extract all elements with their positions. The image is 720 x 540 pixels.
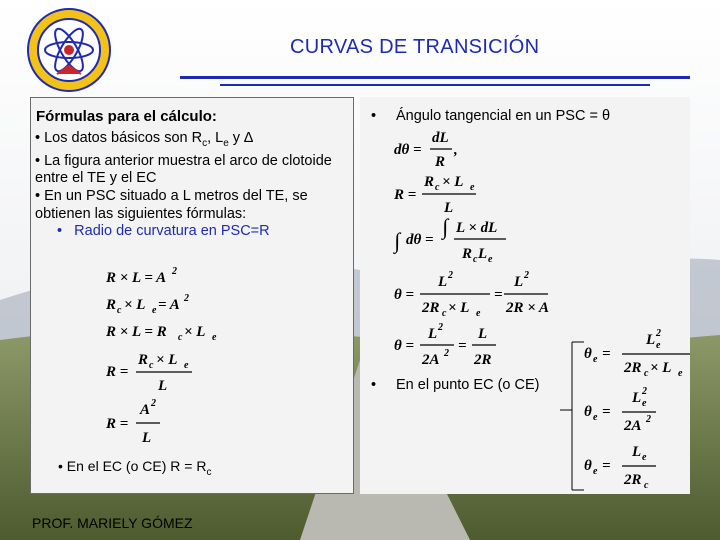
title-rule-secondary: [220, 84, 650, 86]
svg-text:∫: ∫: [394, 228, 401, 253]
svg-text:e: e: [593, 354, 598, 365]
left-panel-text: [35, 130, 353, 241]
ec-bullet: •: [371, 377, 377, 393]
svg-text:L: L: [142, 430, 152, 446]
svg-text:e: e: [476, 308, 481, 319]
svg-text:× L: × L: [442, 174, 464, 190]
svg-text:e: e: [656, 340, 661, 351]
svg-text:2: 2: [184, 293, 189, 304]
svg-text:R: R: [138, 352, 149, 368]
page-title: CURVAS DE TRANSICIÓN: [290, 36, 540, 58]
svg-text:2A: 2A: [422, 352, 440, 368]
radius-line: • Radio de curvatura en PSC=R: [57, 223, 270, 240]
svg-text:R =: R =: [106, 364, 129, 380]
title-rule: [180, 76, 690, 79]
svg-text:e: e: [678, 368, 683, 379]
svg-text:θ: θ: [584, 404, 592, 420]
svg-text:e: e: [642, 452, 647, 463]
svg-text:2: 2: [172, 266, 177, 277]
svg-text:2R: 2R: [624, 472, 642, 488]
svg-text:=: =: [494, 287, 503, 303]
svg-text:e: e: [488, 254, 493, 265]
svg-text:=: =: [602, 346, 611, 362]
svg-text:L: L: [438, 274, 448, 290]
svg-text:L: L: [646, 332, 656, 348]
svg-text:2: 2: [438, 322, 443, 333]
university-seal-logo: [27, 8, 111, 92]
svg-text:R: R: [435, 154, 446, 170]
svg-text:2: 2: [151, 398, 156, 409]
svg-text:2: 2: [656, 328, 661, 339]
svg-text:c: c: [644, 480, 649, 491]
svg-text:c: c: [442, 308, 447, 319]
svg-text:R: R: [424, 174, 435, 190]
svg-text:= A: = A: [158, 297, 180, 313]
svg-text:=: =: [602, 404, 611, 420]
svg-text:e: e: [184, 360, 189, 371]
angle-label: Ángulo tangencial en un PSC = θ: [396, 108, 611, 124]
svg-text:c: c: [473, 254, 478, 265]
svg-text:θ =: θ =: [394, 287, 415, 303]
svg-text:c: c: [435, 182, 440, 193]
svg-text:× L: × L: [124, 297, 146, 313]
svg-text:e: e: [593, 466, 598, 477]
svg-text:c: c: [117, 305, 122, 316]
svg-text:× L: × L: [448, 300, 470, 316]
svg-text:R: R: [462, 246, 473, 262]
svg-text:θ: θ: [584, 458, 592, 474]
svg-text:e: e: [642, 398, 647, 409]
radius-formulas: [100, 262, 220, 452]
svg-text:e: e: [470, 182, 475, 193]
svg-text:L: L: [158, 378, 168, 394]
svg-text:∫: ∫: [442, 214, 449, 239]
angle-bullet: •: [371, 108, 377, 124]
ec-radius-note: • En el EC (o CE) $R = R_c$: [58, 458, 212, 478]
svg-text:dθ =: dθ =: [394, 142, 422, 158]
svg-text:R × L = A: R × L = A: [106, 270, 167, 286]
svg-text:2R: 2R: [624, 360, 642, 376]
psc-line: • En un PSC situado a L metros del TE, se obtienen las siguientes fórmulas:: [35, 188, 308, 222]
angle-formulas: [392, 124, 562, 369]
svg-text:2R: 2R: [474, 352, 492, 368]
svg-text:c: c: [178, 332, 183, 343]
svg-text:e: e: [593, 412, 598, 423]
svg-text:2R × A: 2R × A: [506, 300, 550, 316]
svg-text:L: L: [478, 246, 488, 262]
panel-heading: Fórmulas para el cálculo:: [36, 108, 217, 125]
svg-text:L: L: [632, 390, 642, 406]
svg-text:2: 2: [524, 270, 529, 281]
ec-formulas: [560, 322, 692, 494]
basic-data-line: • Los datos básicos son $R_c$, $L_e$ y ∆: [35, 130, 253, 149]
svg-text:2: 2: [642, 386, 647, 397]
svg-text:L: L: [428, 326, 438, 342]
svg-text:2: 2: [646, 414, 651, 425]
svg-text:2R: 2R: [422, 300, 440, 316]
svg-text:R =: R =: [394, 187, 417, 203]
svg-text:R × L = R: R × L = R: [106, 324, 167, 340]
svg-text:R =: R =: [106, 416, 129, 432]
svg-text:× L: × L: [650, 360, 672, 376]
ec-label: En el punto EC (o CE): [396, 377, 540, 393]
svg-text:dθ =: dθ =: [406, 232, 434, 248]
footer-author: PROF. MARIELY GÓMEZ: [32, 515, 193, 531]
svg-text:θ: θ: [584, 346, 592, 362]
svg-text:c: c: [149, 360, 154, 371]
svg-text:L: L: [632, 444, 642, 460]
svg-text:2A: 2A: [624, 418, 642, 434]
svg-text:L: L: [514, 274, 524, 290]
svg-text:× L: × L: [184, 324, 206, 340]
svg-text:2: 2: [444, 348, 449, 359]
svg-text:=: =: [602, 458, 611, 474]
svg-text:L: L: [444, 200, 454, 216]
svg-text:dL: dL: [432, 130, 449, 146]
svg-text:A: A: [140, 402, 151, 418]
svg-text:=: =: [458, 338, 467, 354]
svg-text:θ =: θ =: [394, 338, 415, 354]
svg-text:L: L: [478, 326, 488, 342]
svg-text:e: e: [152, 305, 157, 316]
figure-line: • La figura anterior muestra el arco de clotoide entre el TE y el EC: [35, 152, 332, 187]
svg-text:c: c: [644, 368, 649, 379]
svg-text:L × dL: L × dL: [456, 220, 498, 236]
svg-text:× L: × L: [156, 352, 178, 368]
svg-text:R: R: [106, 297, 117, 313]
svg-text:2: 2: [448, 270, 453, 281]
svg-text:,: ,: [454, 142, 458, 158]
svg-text:e: e: [212, 332, 217, 343]
